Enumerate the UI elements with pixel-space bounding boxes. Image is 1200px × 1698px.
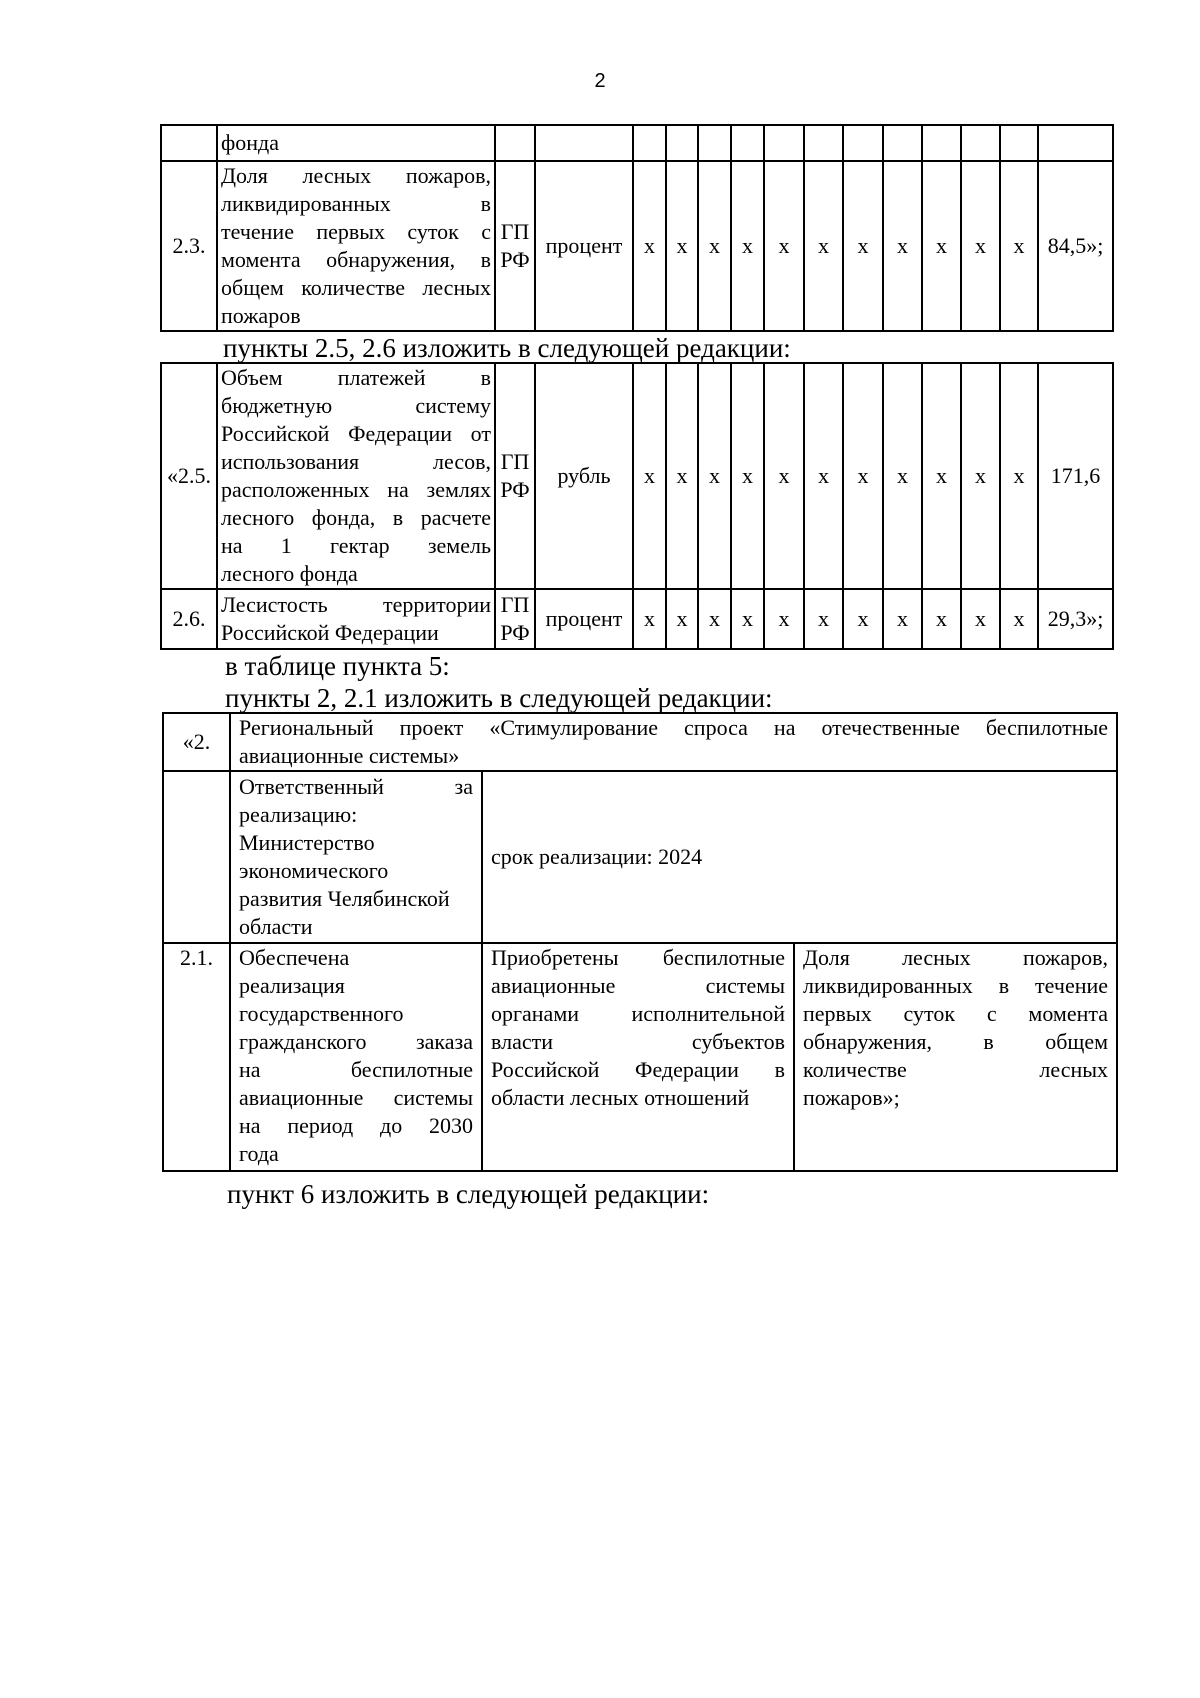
mark-cell: x bbox=[804, 363, 843, 589]
mark-cell: x bbox=[633, 161, 666, 331]
mark-cell: x bbox=[961, 161, 1000, 331]
instruction-line: пункты 2, 2.1 изложить в следующей редакции: bbox=[225, 683, 773, 713]
mark-cell: x bbox=[1000, 589, 1038, 649]
mark-cell: x bbox=[922, 363, 961, 589]
value-cell: 29,3»; bbox=[1038, 589, 1113, 649]
term-cell: срок реализации: 2024 bbox=[482, 771, 1117, 943]
mark-cell: x bbox=[1000, 161, 1038, 331]
mark-cell: x bbox=[731, 589, 764, 649]
mark-cell: x bbox=[843, 363, 883, 589]
indicator-name: Лесистость территории Российской Федерации bbox=[217, 589, 495, 649]
mark-cell: x bbox=[883, 161, 922, 331]
source-cell: ГП РФ bbox=[495, 363, 535, 589]
table-row bbox=[161, 363, 1113, 589]
mark-cell: x bbox=[1000, 363, 1038, 589]
row-number: «2.5. bbox=[161, 363, 217, 589]
instruction-line: в таблице пункта 5: bbox=[225, 651, 450, 681]
unit-cell: рубль bbox=[535, 363, 633, 589]
mark-cell: x bbox=[698, 161, 731, 331]
row-number: «2. bbox=[163, 713, 230, 771]
indicators-table-1 bbox=[160, 124, 1114, 332]
row-number: 2.6. bbox=[161, 589, 217, 649]
unit-cell: процент bbox=[535, 589, 633, 649]
task-cell: Обеспечена реализация государственного гражданского заказа на беспилотные авиационные системы на период до 2030 года bbox=[230, 943, 482, 1171]
mark-cell: x bbox=[731, 363, 764, 589]
mark-cell: x bbox=[633, 589, 666, 649]
result-cell: Приобретены беспилотные авиационные системы органами исполнительной власти субъектов Российской Федерации в области лесных отношений bbox=[482, 943, 794, 1171]
page-number: 2 bbox=[594, 70, 606, 92]
mark-cell: x bbox=[764, 363, 804, 589]
mark-cell: x bbox=[883, 363, 922, 589]
value-cell: 171,6 bbox=[1038, 363, 1113, 589]
mark-cell: x bbox=[633, 363, 666, 589]
mark-cell: x bbox=[804, 589, 843, 649]
mark-cell: x bbox=[922, 161, 961, 331]
table-row bbox=[161, 161, 1113, 331]
table-row bbox=[163, 713, 1117, 771]
responsible-cell: Ответственный за реализацию: Министерство экономического развития Челябинской области bbox=[230, 771, 482, 943]
mark-cell: x bbox=[666, 161, 698, 331]
mark-cell: x bbox=[731, 161, 764, 331]
row-text: фонда bbox=[217, 125, 495, 161]
table-row bbox=[163, 771, 1117, 943]
indicators-table-2 bbox=[160, 362, 1114, 650]
mark-cell: x bbox=[764, 589, 804, 649]
mark-cell: x bbox=[922, 589, 961, 649]
row-number: 2.3. bbox=[161, 161, 217, 331]
indicator-name: Объем платежей в бюджетную систему Российской Федерации от использования лесов, расположенных на землях лесного фонда, в расчете на 1 гектар земель лесного фонда bbox=[217, 363, 495, 589]
mark-cell: x bbox=[666, 363, 698, 589]
mark-cell: x bbox=[698, 363, 731, 589]
mark-cell: x bbox=[883, 589, 922, 649]
source-cell: ГП РФ bbox=[495, 589, 535, 649]
value-cell: 84,5»; bbox=[1038, 161, 1113, 331]
mark-cell: x bbox=[666, 589, 698, 649]
project-table bbox=[162, 712, 1118, 1172]
mark-cell: x bbox=[764, 161, 804, 331]
table-row bbox=[161, 125, 1113, 161]
row-number: 2.1. bbox=[163, 943, 230, 1171]
indicator-cell: Доля лесных пожаров, ликвидированных в течение первых суток с момента обнаружения, в общем количестве лесных пожаров»; bbox=[794, 943, 1117, 1171]
table-row bbox=[161, 589, 1113, 649]
mark-cell: x bbox=[843, 589, 883, 649]
instruction-line: пункт 6 изложить в следующей редакции: bbox=[227, 1179, 710, 1209]
mark-cell: x bbox=[961, 363, 1000, 589]
indicator-name: Доля лесных пожаров, ликвидированных в течение первых суток с момента обнаружения, в общем количестве лесных пожаров bbox=[217, 161, 495, 331]
project-title: Региональный проект «Стимулирование спроса на отечественные беспилотные авиационные системы» bbox=[230, 713, 1117, 771]
mark-cell: x bbox=[804, 161, 843, 331]
instruction-line: пункты 2.5, 2.6 изложить в следующей редакции: bbox=[223, 333, 791, 363]
mark-cell: x bbox=[961, 589, 1000, 649]
mark-cell: x bbox=[698, 589, 731, 649]
mark-cell: x bbox=[843, 161, 883, 331]
unit-cell: процент bbox=[535, 161, 633, 331]
table-row bbox=[163, 943, 1117, 1171]
source-cell: ГП РФ bbox=[495, 161, 535, 331]
